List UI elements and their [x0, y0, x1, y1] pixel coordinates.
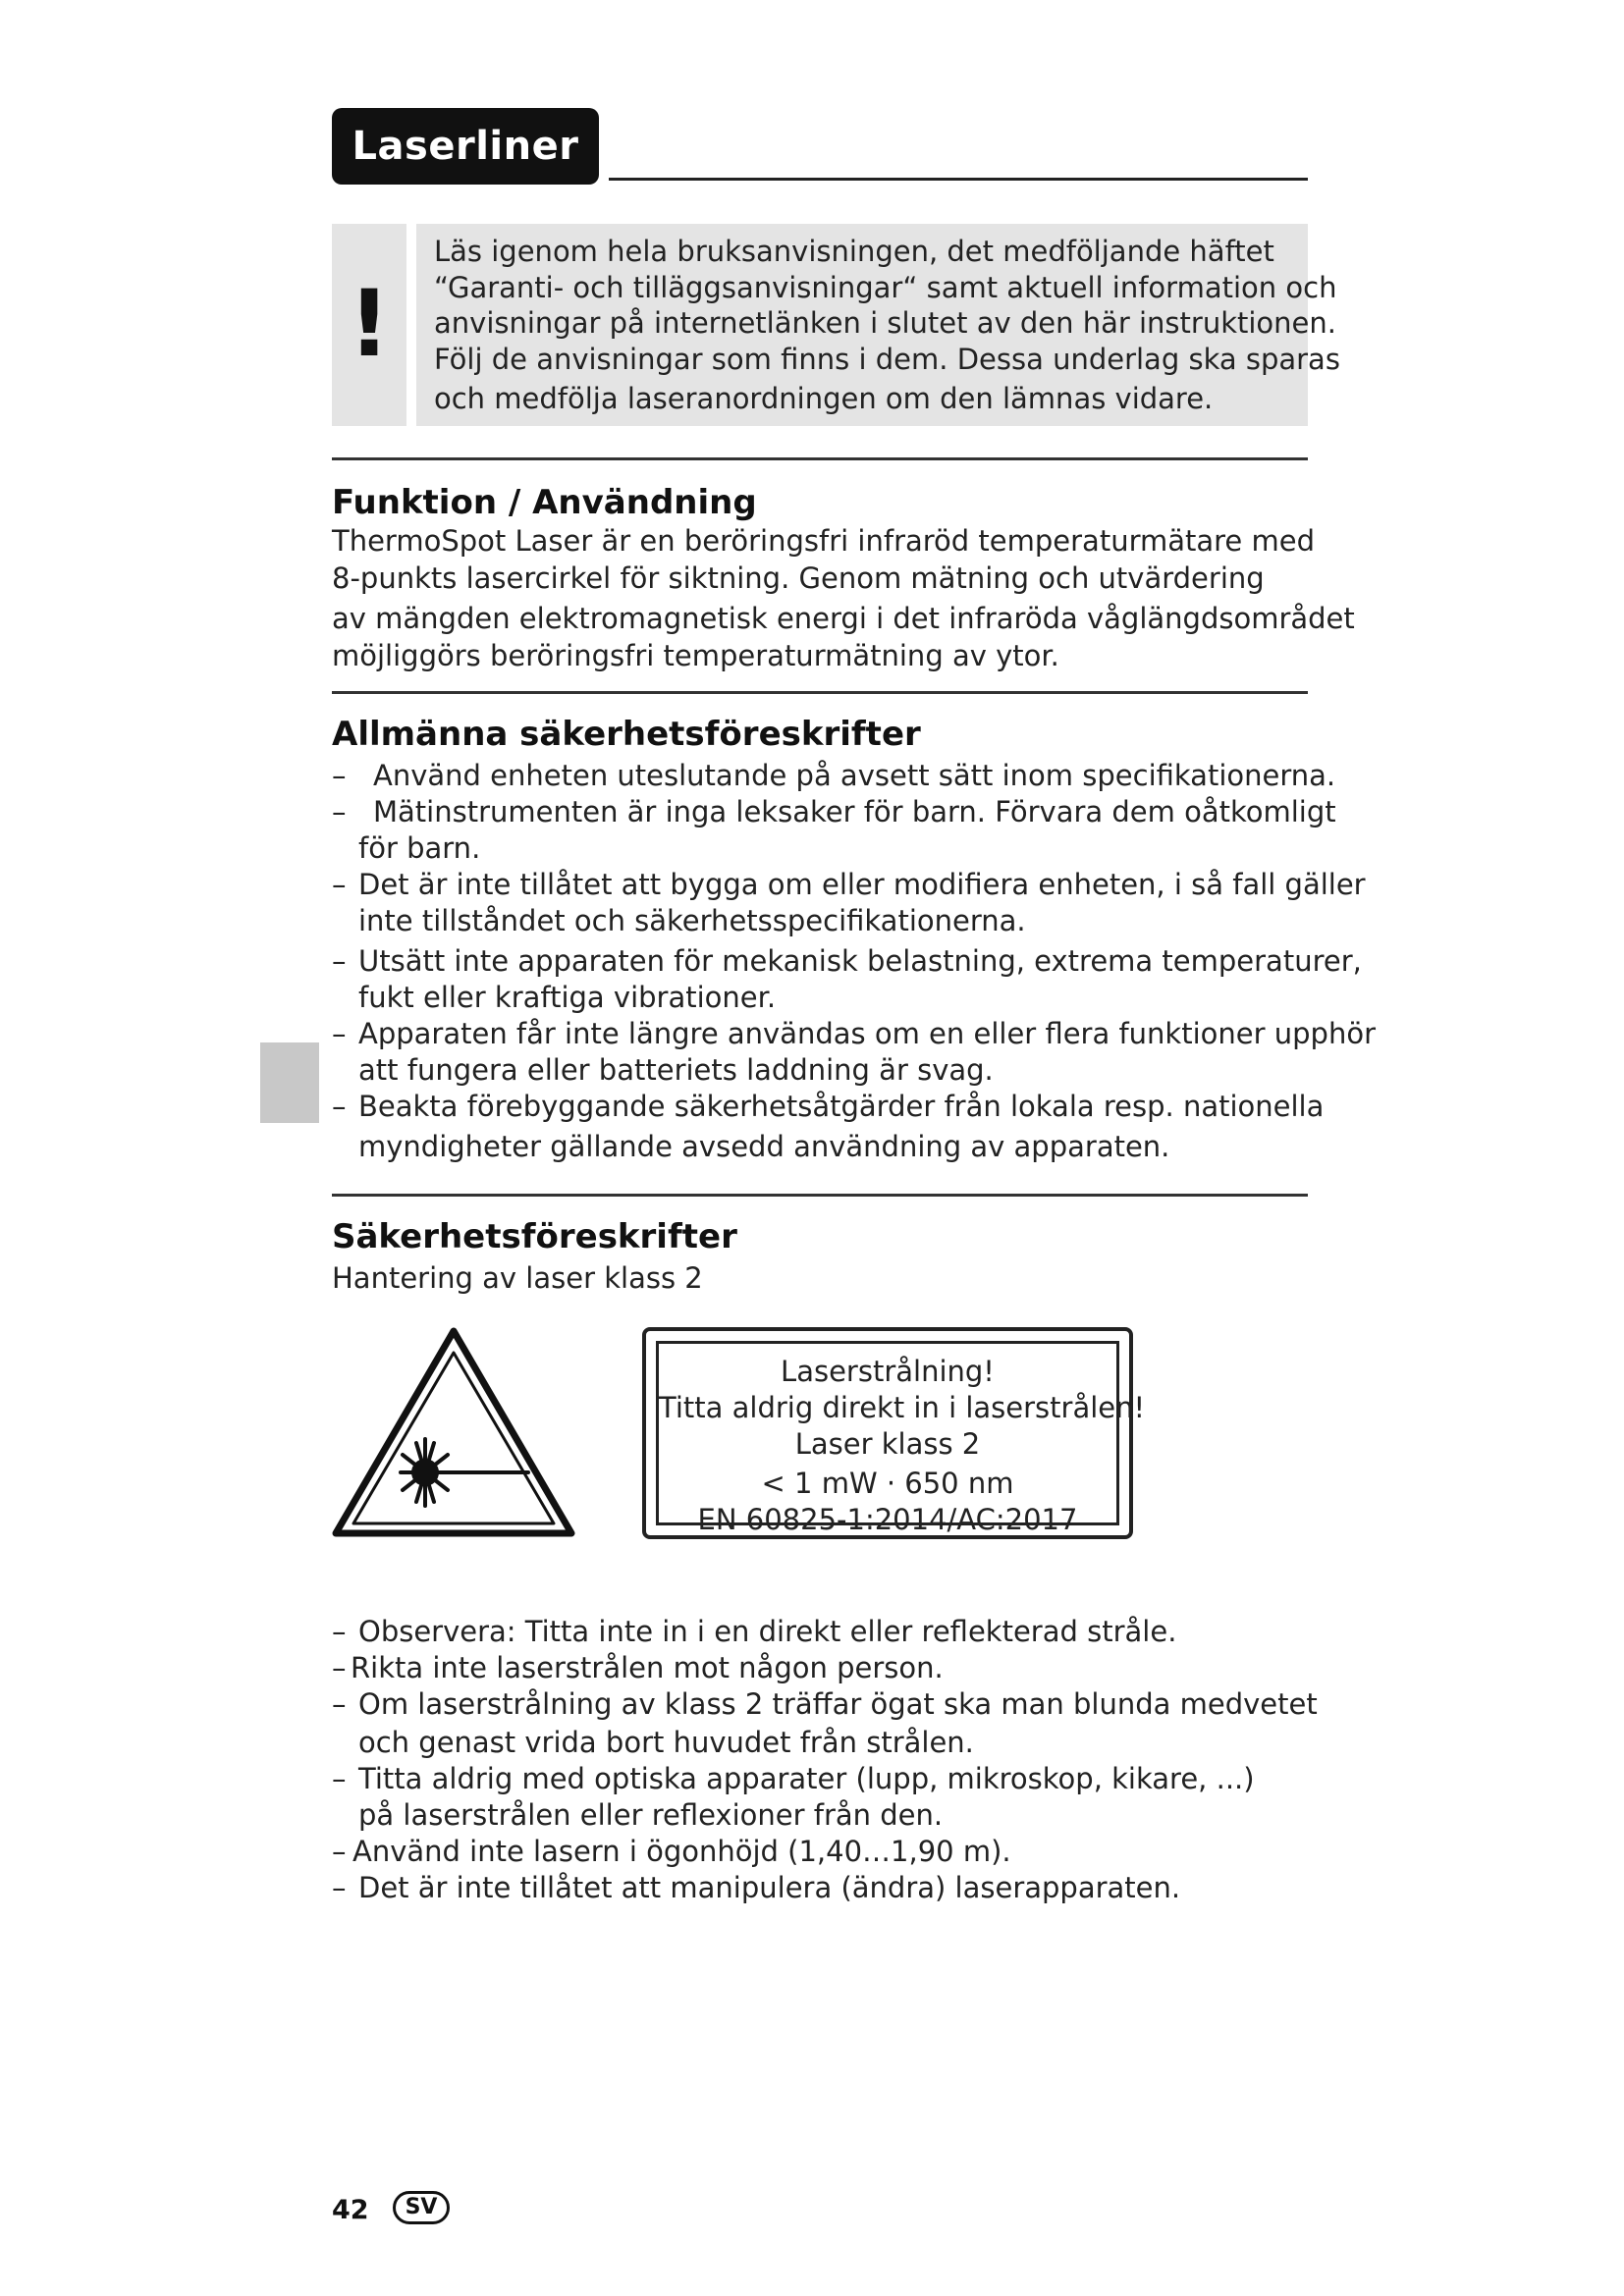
list-item: – Observera: Titta inte in i en direkt eller reflekterad stråle.	[332, 1615, 1177, 1648]
list-item: – Utsätt inte apparaten för mekanisk belastning, extrema temperaturer, fukt eller kraftiga vibrationer.	[332, 944, 1362, 1014]
section-divider	[332, 1194, 1308, 1197]
list-item: – Titta aldrig med optiska apparater (lupp, mikroskop, kikare, ...) på laserstrålen eller reflexioner från den.	[332, 1762, 1255, 1832]
section-divider	[332, 691, 1308, 694]
laser-class-subheading: Hantering av laser klass 2	[332, 1261, 703, 1295]
list-item: – Beakta förebyggande säkerhetsåtgärder från lokala resp. nationella myndigheter gällande avsedd användning av apparaten.	[332, 1090, 1325, 1163]
general-safety-list	[332, 758, 1376, 1165]
header-rule	[609, 178, 1308, 181]
exclamation-icon: !	[332, 224, 406, 426]
laser-safety-list	[332, 1614, 1318, 1906]
list-item: – Om laserstrålning av klass 2 träffar ögat ska man blunda medvetet och genast vrida bort huvudet från strålen.	[332, 1687, 1318, 1759]
label-line: < 1 mW · 650 nm	[761, 1467, 1014, 1500]
notice-line: Läs igenom hela bruksanvisningen, det medföljande häftet	[434, 235, 1274, 268]
language-badge: SV	[393, 2191, 450, 2224]
list-item: – Det är inte tillåtet att bygga om eller modifiera enheten, i så fall gäller inte tillståndet och säkerhetsspecifikationerna.	[332, 868, 1366, 937]
side-tab-marker	[260, 1042, 319, 1123]
list-item: – Rikta inte laserstrålen mot någon person.	[332, 1651, 944, 1684]
brand-logo: Laserliner	[332, 108, 599, 185]
notice-line: Följ de anvisningar som finns i dem. Dessa underlag ska sparas	[434, 342, 1340, 376]
notice-box	[416, 224, 1340, 426]
list-item: – Mätinstrumenten är inga leksaker för barn. Förvara dem oåtkomligt för barn.	[332, 795, 1336, 865]
list-item: – Använd inte lasern i ögonhöjd (1,40…1,90 m).	[332, 1835, 1011, 1868]
function-line: möjliggörs beröringsfri temperaturmätning av ytor.	[332, 639, 1059, 672]
label-line: Titta aldrig direkt in i laserstrålen!	[659, 1391, 1146, 1424]
section-divider	[332, 457, 1308, 460]
function-line: 8-punkts lasercirkel för siktning. Genom mätning och utvärdering	[332, 561, 1265, 595]
label-line: Laser klass 2	[794, 1427, 981, 1461]
label-line: EN 60825-1:2014/AC:2017	[697, 1503, 1078, 1536]
notice-line: och medfölja laseranordningen om den lämnas vidare.	[434, 382, 1214, 415]
function-line: ThermoSpot Laser är en beröringsfri infraröd temperaturmätare med	[332, 524, 1315, 558]
notice-line: “Garanti- och tilläggsanvisningar“ samt aktuell information och	[434, 270, 1337, 304]
general-safety-heading: Allmänna säkerhetsföreskrifter	[332, 715, 921, 754]
list-item: – Apparaten får inte längre användas om en eller flera funktioner upphör att fungera eller batteriets laddning är svag.	[332, 1017, 1376, 1087]
list-item: – Använd enheten uteslutande på avsett sätt inom specifikationerna.	[332, 759, 1336, 792]
list-item: – Det är inte tillåtet att manipulera (ändra) laserapparaten.	[332, 1871, 1181, 1904]
function-line: av mängden elektromagnetisk energi i det infraröda våglängdsområdet	[332, 602, 1355, 635]
page-number: 42	[332, 2195, 369, 2225]
function-text	[332, 522, 1355, 674]
label-line: Laserstrålning!	[781, 1355, 995, 1388]
laser-class-label	[642, 1327, 1146, 1539]
function-heading: Funktion / Användning	[332, 483, 757, 522]
laser-safety-heading: Säkerhetsföreskrifter	[332, 1217, 737, 1256]
laser-safety-subheading	[332, 1259, 703, 1297]
laser-warning-triangle-icon	[332, 1325, 575, 1539]
notice-line: anvisningar på internetlänken i slutet av den här instruktionen.	[434, 306, 1336, 340]
